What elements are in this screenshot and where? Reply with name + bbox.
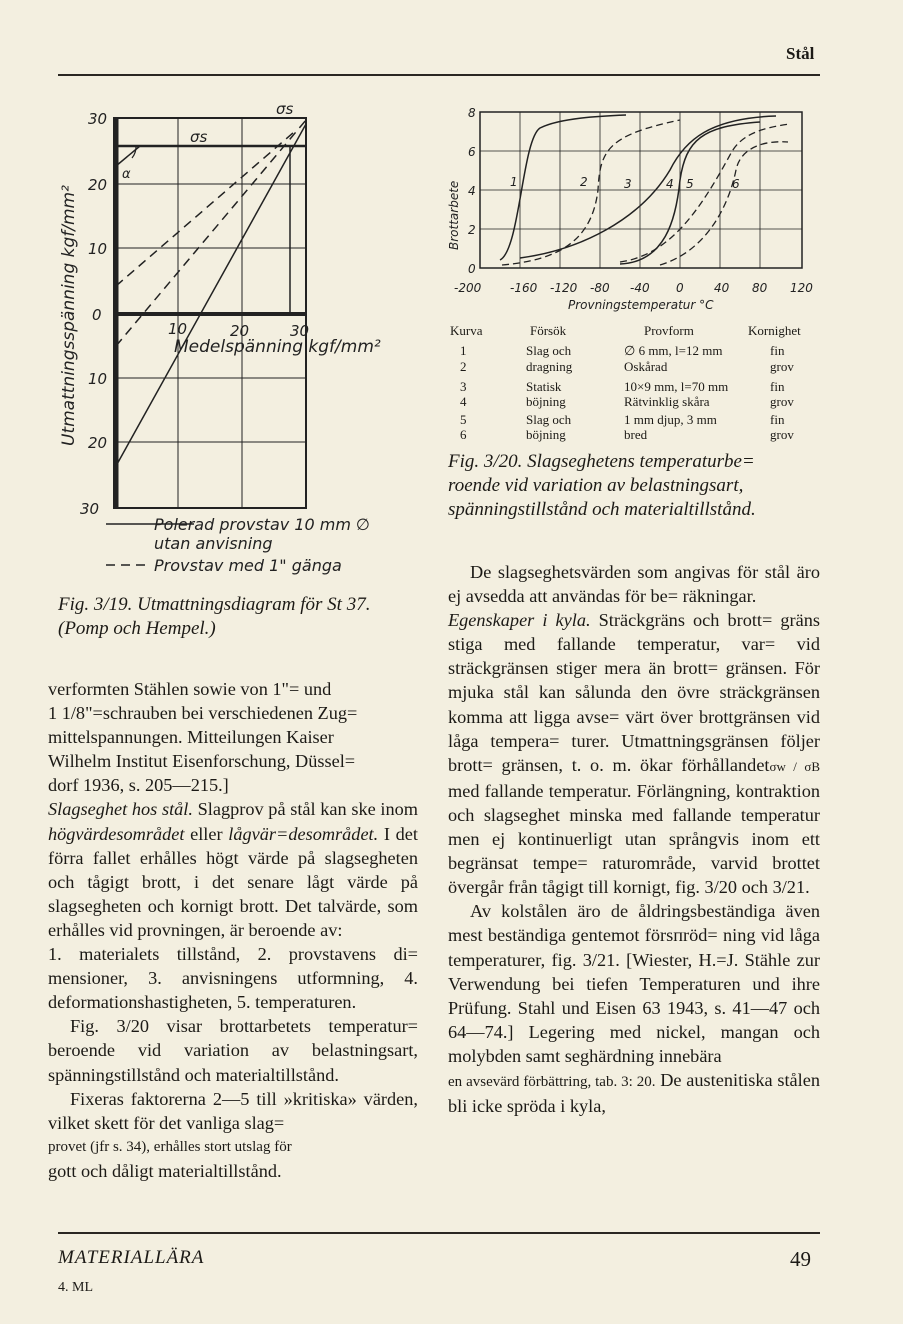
x-tick: -40 (630, 281, 650, 295)
sigma-s-label: σs (190, 128, 208, 146)
x-tick: -120 (550, 281, 578, 295)
right-column: De slagseghetsvärden som angivas för stål äro ej avsedda att användas för be= räkningar. Egenskaper i kyla. Sträckgräns och brott= gräns stiga med fallande temperatur, var= vid sträckgränsen stiger mera än brott= gränsen. För mjuka stål kan sålunda den övre sträckgränsen komma att ligga avse= värt över brottgränsen vid låga tempera= turer. Utmattningsgränsen följer brott= gränsen, t. o. m. ökar förhållandetσw / σB med fallande temperatur. Förlängning, kontraktion och slagseghet minska med fallande temperatur men ej kontinuerligt utan språngvis inom ett begränsat tempe= raturområde, varvid brottet övergår från tågigt till kornigt, fig. 3/20 och 3/21. Av kolstålen äro de åldringsbeständiga även mest beständiga gentemot försпröd= ning vid låga temperaturer, fig. 3/21. [Wiester, H.=J. Stähle zur Verwendung bei tiefen Temperaturen und ihre Prüfung. Stahl und Eisen 63 1943, s. 41—47 och 64—74.] Legering med nickel, mangan och molybden samt seghärdning innebära en avsevärd förbättring, tab. 3: 20. De austenitiska stålen bli icke spröda i kyla, (448, 562, 820, 1117)
y-tick: 6 (468, 145, 476, 159)
curve-label: 6 (732, 177, 740, 191)
signature-mark: 4. ML (58, 1280, 93, 1295)
header-rule (58, 74, 820, 76)
x-tick: 30 (290, 322, 310, 340)
legend-dashed: Provstav med 1" gänga (154, 556, 342, 575)
fig19-caption: Fig. 3/19. Utmattningsdiagram för St 37. (Pomp och Hempel.) (58, 594, 371, 639)
y-tick: 2 (468, 223, 476, 237)
x-axis-label: Provningstemperatur °C (568, 298, 714, 312)
x-tick: -80 (590, 281, 610, 295)
x-tick: 40 (714, 281, 730, 295)
y-tick: 20 (88, 434, 108, 452)
x-axis-label: Medelspänning kgf/mm² (174, 337, 381, 357)
curve-table: Kurva Försök Provform Kornighet 1 Slag och ∅ 6 mm, l=12 mm fin 2 dragning Oskårad grov 3 Statisk 10×9 mm, l=70 mm fin 4 böjning Rätvinklig skåra grov 5 Slag och 1 mm djup, 3 mm fin 6 böjning bred grov (450, 323, 801, 442)
y-tick: 30 (80, 500, 100, 518)
curve-label: 1 (510, 175, 518, 189)
legend-solid-2: utan anvisning (154, 534, 273, 553)
y-axis-label: Utmattningsspänning kgf/mm² (59, 185, 79, 446)
running-title: Stål (786, 44, 815, 63)
page-number: 49 (790, 1247, 811, 1271)
x-tick: 0 (676, 281, 684, 295)
impact-energy-chart (440, 100, 830, 315)
curve-label: 3 (624, 177, 632, 191)
y-tick: 0 (468, 262, 476, 276)
x-tick: -200 (454, 281, 482, 295)
curve-label: 4 (666, 177, 674, 191)
x-tick: 80 (752, 281, 768, 295)
curve-label: 2 (580, 175, 588, 189)
y-tick: 0 (92, 306, 102, 324)
legend-solid: Polerad provstav 10 mm ∅ (154, 515, 370, 534)
fig20-caption: Fig. 3/20. Slagseghetens temperaturbe= roende vid variation av belastningsart, spänningstillstånd och materialtillstånd. (448, 451, 756, 520)
x-tick: 120 (790, 281, 813, 295)
sigma-s-label: σs (276, 100, 294, 118)
alpha-label: α (122, 167, 131, 182)
x-tick: 10 (168, 320, 188, 338)
y-tick: 10 (88, 370, 108, 388)
y-tick: 4 (468, 184, 476, 198)
fatigue-diagram (50, 96, 420, 586)
y-tick: 30 (88, 110, 108, 128)
x-tick: -160 (510, 281, 538, 295)
y-tick: 8 (468, 106, 476, 120)
y-tick: 10 (88, 240, 108, 258)
y-axis-label: Brottarbete (447, 180, 461, 250)
left-column: verformten Stählen sowie von 1"= und 1 1/8"=schrauben bei verschiedenen Zug= mittelspannungen. Mitteilungen Kaiser Wilhelm Institut Eisenforschung, Düssel= dorf 1936, s. 205—215.] Slagseghet hos stål. Slagprov på stål kan ske inom högvärdesområdet eller lågvär=desområdet. I det förra fallet erhålles högt värde på slagsegheten och tågigt brott, i det senare lågt värde på slagsegheten och kornigt brott. Det talvärde, som erhålles vid provningen, är beroende av: 1. materialets tillstånd, 2. provstavens di= mensioner, 3. anvisningens utformning, 4. deformationshastigheten, 5. temperaturen. Fig. 3/20 visar brottarbetets temperatur= beroende vid variation av belastningsart, spänningstillstånd och materialtillstånd. Fixeras faktorerna 2—5 till »kritiska» värden, vilket skett för det vanliga slag= provet (jfr s. 34), erhålles stort utslag för gott och dåligt materialtillstånd. (48, 679, 418, 1181)
y-tick: 20 (88, 176, 108, 194)
footer-rule (58, 1232, 820, 1234)
curve-label: 5 (686, 177, 694, 191)
x-tick: 20 (230, 322, 250, 340)
footer-title: MATERIALLÄRA (58, 1247, 205, 1268)
